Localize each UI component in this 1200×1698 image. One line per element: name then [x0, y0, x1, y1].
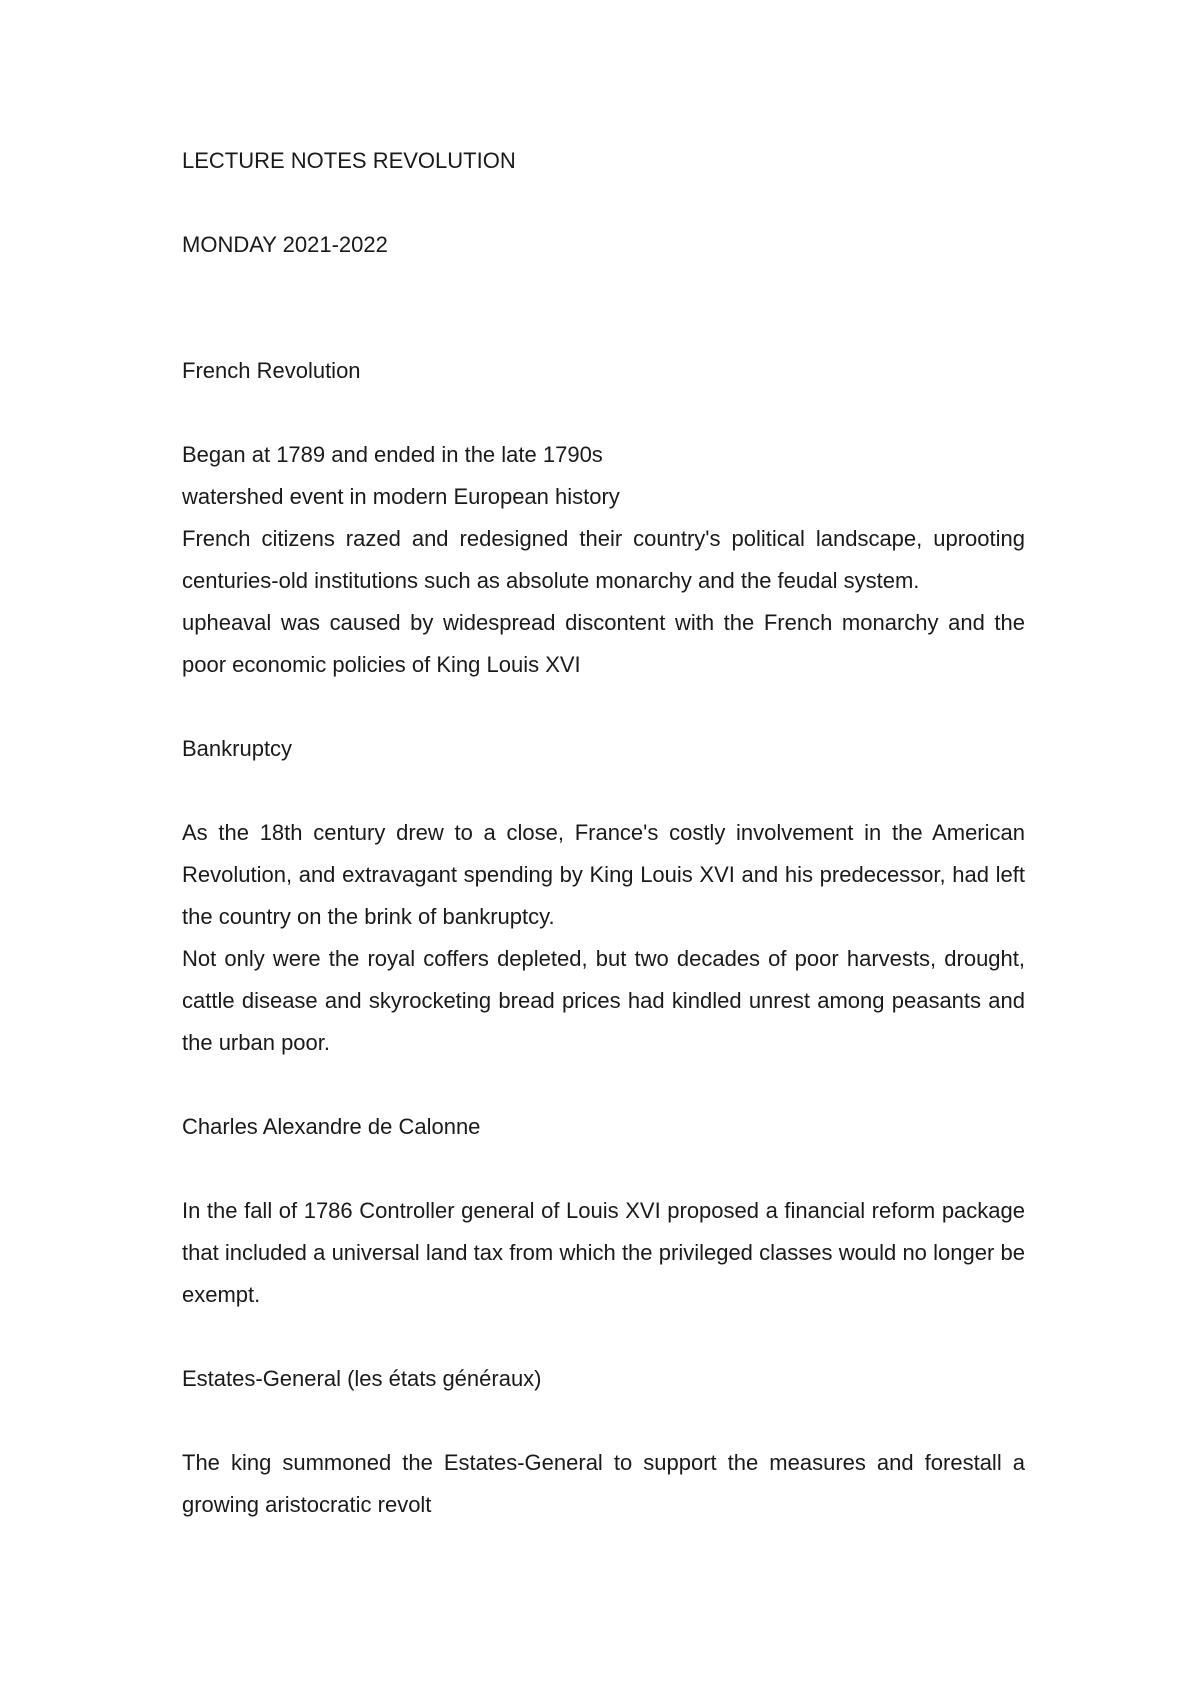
spacer [182, 392, 1025, 434]
section-heading-calonne: Charles Alexandre de Calonne [182, 1114, 481, 1139]
note-paragraph: upheaval was caused by widespread discontent with the French monarchy and the poor economic policies of King Louis XVI [182, 610, 1025, 677]
note-paragraph: The king summoned the Estates-General to support the measures and forestall a growing aristocratic revolt [182, 1450, 1025, 1517]
spacer [182, 1400, 1025, 1442]
spacer [182, 686, 1025, 728]
note-line: Began at 1789 and ended in the late 1790s [182, 442, 603, 467]
note-paragraph: French citizens razed and redesigned their country's political landscape, uprooting centuries-old institutions such as absolute monarchy and the feudal system. [182, 526, 1025, 593]
document-title: LECTURE NOTES REVOLUTION [182, 148, 516, 173]
spacer [182, 266, 1025, 350]
spacer [182, 1316, 1025, 1358]
document-page [182, 140, 1025, 1526]
note-paragraph: Not only were the royal coffers depleted, but two decades of poor harvests, drought, cattle disease and skyrocketing bread prices had kindled unrest among peasants and the urban poor. [182, 946, 1025, 1055]
spacer [182, 182, 1025, 224]
spacer [182, 1064, 1025, 1106]
note-paragraph: In the fall of 1786 Controller general of Louis XVI proposed a financial reform package that included a universal land tax from which the privileged classes would no longer be exempt. [182, 1198, 1025, 1307]
section-heading-french-revolution: French Revolution [182, 358, 361, 383]
section-heading-estates-general: Estates-General (les états généraux) [182, 1366, 542, 1391]
spacer [182, 1148, 1025, 1190]
spacer [182, 770, 1025, 812]
note-paragraph: As the 18th century drew to a close, France's costly involvement in the American Revolution, and extravagant spending by King Louis XVI and his predecessor, had left the country on the brink of bankruptcy. [182, 820, 1025, 929]
note-line: watershed event in modern European history [182, 484, 620, 509]
section-heading-bankruptcy: Bankruptcy [182, 736, 293, 761]
document-subtitle: MONDAY 2021-2022 [182, 232, 388, 257]
